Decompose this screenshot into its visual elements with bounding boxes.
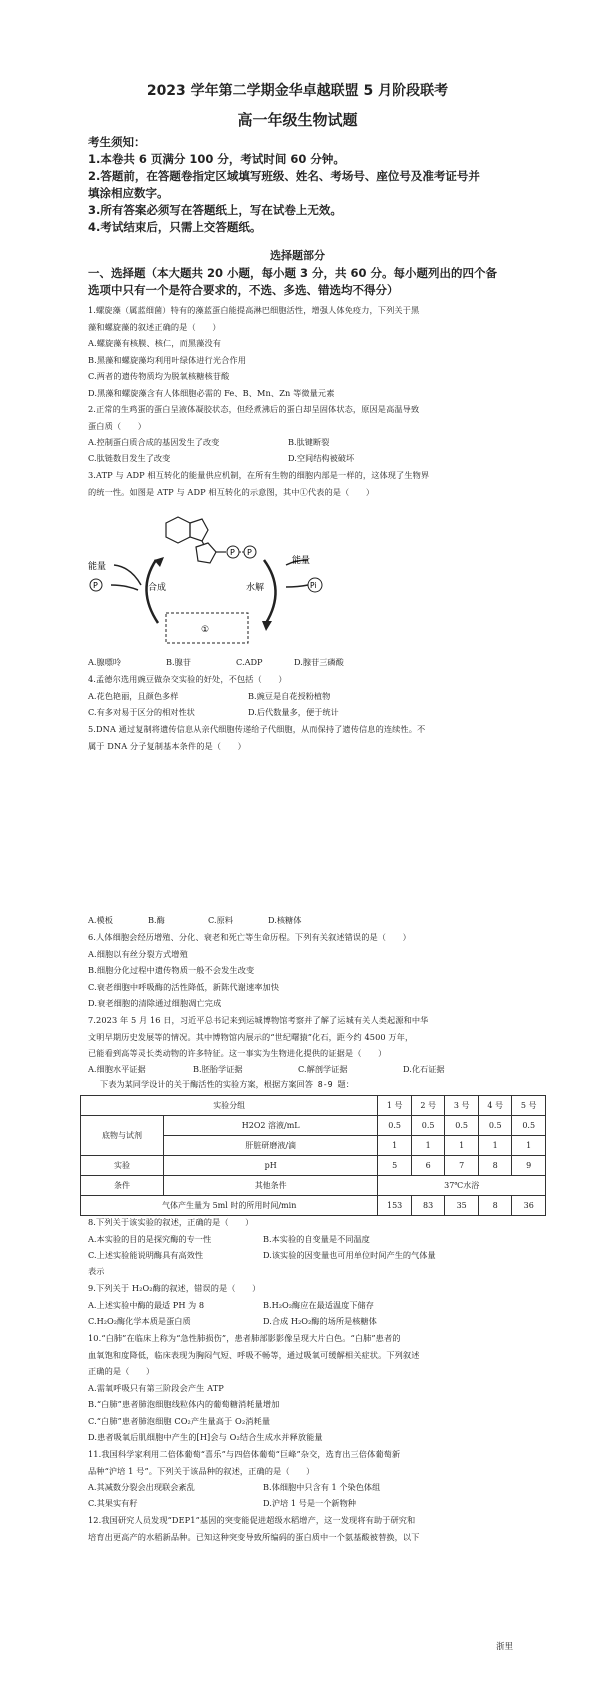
question-text: 7.2023 年 5 月 16 日，习近平总书记来到运城博物馆考察并了解了运城有关人类起源和中华 <box>88 1015 429 1025</box>
table-cell: 1 <box>512 1136 546 1156</box>
option-b: B.“白肺”患者肺泡细胞线粒体内的葡萄糖消耗量增加 <box>88 1399 280 1409</box>
option-b: B.腺苷 <box>166 657 191 667</box>
table-header-cell: 1 号 <box>378 1096 412 1116</box>
option-d: D.黑藻和螺旋藻含有人体细胞必需的 Fe、B、Mn、Zn 等微量元素 <box>88 387 335 398</box>
question-2-options-row1 <box>88 434 548 451</box>
question-text: 的统一性。如图是 ATP 与 ADP 相互转化的示意图，其中①代表的是（ ） <box>88 486 375 497</box>
option-a: A.螺旋藻有核膜、核仁，而黑藻没有 <box>88 338 222 348</box>
table-header-cell: 4 号 <box>478 1096 512 1116</box>
question-text: 10.“白肺”在临床上称为“急性肺损伤”，患者肺部影影像呈现大片白色。“白肺”患者的 <box>88 1333 401 1343</box>
question-text: 蛋白质（ ） <box>88 420 147 431</box>
question-text: 11.我国科学家利用二倍体葡萄“喜乐”与四倍体葡萄“巨峰”杂交，选育出三倍体葡萄新 <box>88 1449 401 1459</box>
option-d: D.腺苷三磷酸 <box>294 657 344 667</box>
notice-item: 4.考试结束后，只需上交答题纸。 <box>88 220 262 234</box>
table-cell: 153 <box>378 1196 412 1216</box>
option-d: D.衰老细胞的清除通过细胞凋亡完成 <box>88 998 222 1008</box>
atp-adp-diagram <box>86 505 326 650</box>
table-cell: 5 <box>378 1156 412 1176</box>
part-title: 选择题部分 <box>270 249 325 262</box>
question-4-options-row1 <box>88 688 548 705</box>
table-cell: 1 <box>478 1136 512 1156</box>
option-a: A.需氧呼吸只有第三阶段会产生 ATP <box>88 1382 224 1393</box>
question-text: 品种“沪培 1 号”。下列关于该品种的叙述，正确的是（ ） <box>88 1465 315 1476</box>
energy-in-arrow <box>114 565 141 585</box>
section-heading <box>88 265 548 299</box>
notice-item: 1.本卷共 6 页满分 100 分，考试时间 60 分钟。 <box>88 152 345 166</box>
option-c: C.两者的遗传物质均为脱氧核糖核苷酸 <box>88 371 230 381</box>
option-d: D.该实验的因变量也可用单位时间产生的气体量 <box>263 1250 436 1260</box>
option-d: D.后代数量多，便于统计 <box>248 707 339 717</box>
question-3 <box>88 467 548 500</box>
table-row <box>81 1096 546 1116</box>
question-text: 8.下列关于该实验的叙述，正确的是（ ） <box>88 1217 254 1227</box>
question-text: 属于 DNA 分子复制基本条件的是（ ） <box>88 740 246 751</box>
table-cell: 1 <box>378 1136 412 1156</box>
question-5 <box>88 721 548 754</box>
table-row <box>81 1156 546 1176</box>
notice-item: 填涂相应数字。 <box>88 186 169 200</box>
option-b: B.酶 <box>148 915 165 925</box>
question-3-options <box>88 654 548 671</box>
question-8-options-row1 <box>88 1231 548 1248</box>
table-cell: 气体产生量为 5ml 时的所用时间/min <box>81 1196 378 1216</box>
table-cell: 1 <box>445 1136 479 1156</box>
phosphate-bond-1-label: P <box>230 548 235 557</box>
question-7-options <box>88 1061 548 1078</box>
table-cell: 37℃水浴 <box>378 1176 546 1196</box>
table-cell: 36 <box>512 1196 546 1216</box>
arrow-icon <box>262 621 272 631</box>
table-cell: 35 <box>445 1196 479 1216</box>
question-2-options-row2 <box>88 450 548 467</box>
question-8-options-row2 <box>88 1247 548 1264</box>
option-b: B.本实验的自变量是不同温度 <box>263 1234 370 1244</box>
question-9 <box>88 1280 548 1297</box>
table-header-cell: 2 号 <box>411 1096 445 1116</box>
option-c: C.有多对易于区分的相对性状 <box>88 707 195 717</box>
p-in-arrow <box>111 585 138 590</box>
table-header-cell: 5 号 <box>512 1096 546 1116</box>
question-2 <box>88 401 548 434</box>
option-a: A.模板 <box>88 915 113 925</box>
option-b: B.细胞分化过程中遗传物质一般不会发生改变 <box>88 965 255 975</box>
option-c: C.肽链数目发生了改变 <box>88 453 171 463</box>
table-cell: 6 <box>411 1156 445 1176</box>
table-cell: H2O2 溶液/mL <box>164 1116 378 1136</box>
enzyme-experiment-table <box>80 1095 546 1216</box>
notice-item: 2.答题前，在答题卷指定区域填写班级、姓名、考场号、座位号及准考证号并 <box>88 169 480 183</box>
adenine-structure <box>166 517 226 563</box>
notice-block <box>88 134 543 236</box>
question-11 <box>88 1446 548 1479</box>
option-b: B.黑藻和螺旋藻均利用叶绿体进行光合作用 <box>88 354 246 365</box>
question-9-options-row1 <box>88 1297 548 1314</box>
option-a: A.其减数分裂会出现联会紊乱 <box>88 1482 195 1492</box>
option-a: A.控制蛋白质合成的基因发生了改变 <box>88 437 220 447</box>
notice-item: 3.所有答案必须写在答题纸上，写在试卷上无效。 <box>88 203 342 217</box>
question-text: 9.下列关于 H₂O₂酶的叙述，错误的是（ ） <box>88 1283 261 1293</box>
option-d: D.合成 H₂O₂酶的场所是核糖体 <box>263 1316 377 1326</box>
page-footer: 浙里 <box>496 1642 514 1652</box>
energy-left-label: 能量 <box>88 562 107 572</box>
table-cell: 0.5 <box>512 1116 546 1136</box>
question-5-options <box>88 912 548 929</box>
p-left-label: P <box>93 581 98 590</box>
table-cell: 底物与试剂 <box>81 1116 164 1156</box>
option-c: C.H₂O₂酶化学本质是蛋白质 <box>88 1316 191 1326</box>
table-row <box>81 1196 546 1216</box>
option-d: D.空间结构被破坏 <box>288 453 355 463</box>
question-text: 培育出更高产的水稻新品种。已知这种突变导致所编码的蛋白质中一个氨基酸被替换，以下 <box>88 1531 420 1542</box>
question-text: 3.ATP 与 ADP 相互转化的能量供应机制，在所有生物的细胞内部是一样的，这体现了生物界 <box>88 470 430 480</box>
question-text: 藻和螺旋藻的叙述正确的是（ ） <box>88 321 221 332</box>
option-a: A.细胞以有丝分裂方式增殖 <box>88 948 188 959</box>
table-cell: 8 <box>478 1196 512 1216</box>
option-a: A.上述实验中酶的最适 PH 为 8 <box>88 1300 205 1310</box>
table-row <box>81 1116 546 1136</box>
option-b: B.胚胎学证据 <box>193 1064 243 1074</box>
table-header-cell: 实验分组 <box>81 1096 378 1116</box>
table-cell: 1 <box>411 1136 445 1156</box>
table-cell: 83 <box>411 1196 445 1216</box>
table-caption: 下表为某同学设计的关于酶活性的实验方案，根据方案回答 8-9 题： <box>100 1079 354 1089</box>
option-a: A.本实验的目的是探究酶的专一性 <box>88 1234 212 1244</box>
question-text: 文明早期历史发展等的情况。其中博物馆内展示的“世纪曙猿”化石，距今约 4500 万年， <box>88 1031 414 1042</box>
question-text: 6.人体细胞会经历增殖、分化、衰老和死亡等生命历程。下列有关叙述错误的是（ ） <box>88 932 411 942</box>
table-cell: 0.5 <box>478 1116 512 1136</box>
question-4-options-row2 <box>88 704 548 721</box>
question-text: 12.我国研究人员发现“DEP1”基因的突变能促进超级水稻增产，这一发现将有助于研究和 <box>88 1515 416 1525</box>
option-c: C.解剖学证据 <box>298 1064 348 1074</box>
section-line: 选项中只有一个是符合要求的，不选、多选、错选均不得分） <box>88 283 399 297</box>
option-c: C.其果实有籽 <box>88 1498 138 1508</box>
question-text: 4.孟德尔选用豌豆做杂交实验的好处，不包括（ ） <box>88 674 287 684</box>
question-10 <box>88 1330 548 1446</box>
hydrolysis-label: 水解 <box>246 583 265 593</box>
question-8-tail: 表示 <box>88 1266 105 1276</box>
question-1 <box>88 302 548 401</box>
table-cell: 8 <box>478 1156 512 1176</box>
energy-right-label: 能量 <box>292 556 311 566</box>
option-b: B.体细胞中只含有 1 个染色体组 <box>263 1482 381 1492</box>
question-9-options-row2 <box>88 1313 548 1330</box>
option-d: D.核糖体 <box>268 915 302 925</box>
option-c: C.衰老细胞中呼吸酶的活性降低，新陈代谢速率加快 <box>88 981 280 992</box>
phosphate-bond-2-label: P <box>247 548 252 557</box>
exam-subtitle: 高一年级生物试题 <box>237 111 358 129</box>
table-header-cell: 3 号 <box>445 1096 479 1116</box>
question-11-options-row2 <box>88 1495 548 1512</box>
question-11-options-row1 <box>88 1479 548 1496</box>
question-text: 正确的是（ ） <box>88 1366 155 1376</box>
question-text: 已能看到高等灵长类动物的许多特征。这一事实为生物进化提供的证据是（ ） <box>88 1048 387 1058</box>
option-d: D.沪培 1 号是一个新物种 <box>263 1498 356 1508</box>
option-c: C.原料 <box>208 915 233 925</box>
option-d: D.化石证据 <box>403 1064 445 1074</box>
question-12 <box>88 1512 548 1545</box>
option-a: A.细胞水平证据 <box>88 1064 146 1074</box>
option-c: C.“白肺”患者肺泡细胞 CO₂产生量高于 O₂消耗量 <box>88 1415 271 1426</box>
table-cell: pH <box>164 1156 378 1176</box>
table-cell: 0.5 <box>378 1116 412 1136</box>
question-6 <box>88 929 548 1012</box>
option-d: D.患者吸氧后肌细胞中产生的[H]会与 O₂结合生成水并释放能量 <box>88 1432 323 1442</box>
option-a: A.腺嘌呤 <box>88 657 122 667</box>
table-cell: 肝脏研磨液/滴 <box>164 1136 378 1156</box>
question-text: 血氧饱和度降低，临床表现为胸闷气短、呼吸不畅等，通过吸氧可缓解相关症状。下列叙述 <box>88 1349 420 1360</box>
table-row <box>81 1176 546 1196</box>
option-c: C.ADP <box>236 657 263 667</box>
notice-heading: 考生须知： <box>88 135 146 149</box>
option-c: C.上述实验能说明酶具有高效性 <box>88 1250 204 1260</box>
option-b: B.豌豆是自花授粉植物 <box>248 691 331 701</box>
table-cell: 0.5 <box>411 1116 445 1136</box>
table-cell: 7 <box>445 1156 479 1176</box>
question-8 <box>88 1214 548 1231</box>
table-cell: 实验 <box>81 1156 164 1176</box>
box-label: ① <box>201 625 210 635</box>
exam-title: 2023 学年第二学期金华卓越联盟 5 月阶段联考 <box>146 83 449 99</box>
question-4 <box>88 671 548 688</box>
table-cell: 条件 <box>81 1176 164 1196</box>
table-cell: 9 <box>512 1156 546 1176</box>
option-b: B.肽键断裂 <box>288 437 330 447</box>
question-7 <box>88 1012 558 1062</box>
option-a: A.花色艳丽，且颜色多样 <box>88 691 179 701</box>
hydrolysis-arc <box>264 560 276 623</box>
question-text: 1.螺旋藻（属蓝细菌）特有的藻蓝蛋白能提高淋巴细胞活性，增强人体免疫力，下列关于黑 <box>88 305 420 315</box>
table-cell: 其他条件 <box>164 1176 378 1196</box>
table-cell: 0.5 <box>445 1116 479 1136</box>
pi-out-arrow <box>286 585 308 587</box>
section-line: 一、选择题（本大题共 20 小题，每小题 3 分，共 60 分。每小题列出的四个备 <box>88 266 498 280</box>
pi-right-label: Pi <box>310 581 317 590</box>
synthesis-label: 合成 <box>148 583 167 593</box>
question-text: 2.正常的生鸡蛋的蛋白呈液体凝胶状态，但经煮沸后的蛋白却呈固体状态，原因是高温导致 <box>88 404 420 414</box>
question-text: 5.DNA 通过复制将遗传信息从亲代细胞传递给子代细胞，从而保持了遗传信息的连续性。不 <box>88 724 426 734</box>
option-b: B.H₂O₂酶应在最适温度下储存 <box>263 1300 374 1310</box>
